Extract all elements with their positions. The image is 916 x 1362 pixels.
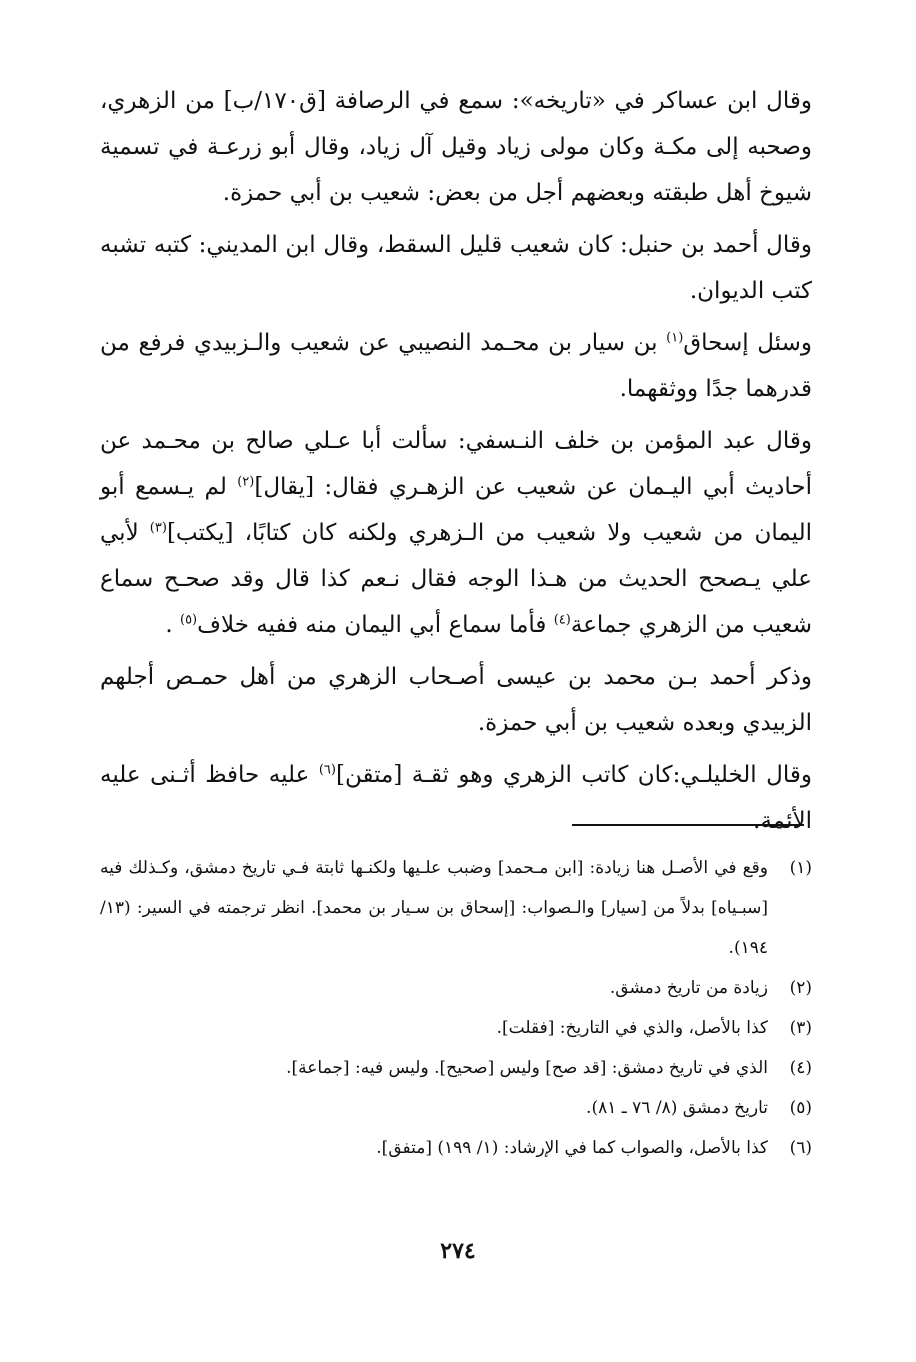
footnote-ref-4[interactable]: (٤) [553,612,571,628]
paragraph-6-text-a: وقال الخليلـي:كان كاتب الزهري وهو ثقـة [متقن] [335,762,812,788]
footnote-ref-5[interactable]: (٥) [179,612,198,628]
footnote-text: زيادة من تاريخ دمشق. [609,978,768,998]
footnote-number: (٣) [789,1018,812,1038]
footnote-1 [100,848,812,968]
paragraph-4-text-b: لم يـسمع أبو اليمان من شعيب ولا شعيب من الـزهري ولكنه كان كتابًا، [يكتب] [100,474,813,546]
footnote-2 [100,968,812,1008]
footnote-ref-1[interactable]: (١) [666,330,684,346]
footnote-number: (٤) [789,1058,812,1078]
page-number: ٢٧٤ [440,1238,476,1264]
paragraph-4-text-d: فأما سماع أبي اليمان منه ففيه خلاف [197,612,554,638]
paragraph-1-text: وقال ابن عساكر في «تاريخه»: سمع في الرصافة [ق١٧٠/ب] من الزهري، وصحبه إلى مكـة وكان مولى زياد وقيل آل زياد، وقال أبو زرعـة في تسمية شيوخ أهل طبقته وبعضهم أجل من بعض: شعيب بن أبي حمزة. [100,88,812,206]
footnote-4 [100,1048,812,1088]
paragraph-6-text-b: عليه حافظ أثـنى عليه الأئمة. [100,762,812,834]
footnote-number: (٦) [789,1138,812,1158]
footnote-text: كذا بالأصل، والصواب كما في الإرشاد: (١/ ١٩٩) [متفق]. [376,1138,768,1158]
footnote-ref-2[interactable]: (٢) [237,474,255,490]
paragraph-5 [100,654,812,746]
paragraph-3-text-b: بن سيار بن محـمد النصيبي عن شعيب والـزبيدي فرفع من قدرهما جدًا ووثقهما. [100,330,812,402]
footnote-number: (٥) [789,1098,812,1118]
paragraph-3-text-a: وسئل إسحاق [683,330,812,356]
footnote-text: وقع في الأصـل هنا زيادة: [ابن مـحمد] وضبب علـيها ولكنـها ثابتة فـي تاريخ دمشق، وكـذلك فيه [سبـياه] بدلاً من [سيار] والـصواب: [إسحاق بن سـيار بن محمد]. انظر ترجمته في السير: (١٣/ ١٩٤). [100,858,768,958]
paragraph-6 [100,752,812,844]
paragraph-4 [100,418,812,648]
footnote-5 [100,1088,812,1128]
paragraph-4-text-a: وقال عبد المؤمن بن خلف النـسفي: سألت أبا عـلي صالح بن محـمد عن أحاديث أبي اليـمان عن شعيب عن الزهـري فقال: [يقال] [100,428,812,500]
paragraph-4-text-e: . [165,612,180,638]
paragraph-5-text: وذكر أحمد بـن محمد بن عيسى أصـحاب الزهري من أهل حمـص أجلهم الزبيدي وبعده شعيب بن أبي حمزة. [100,664,812,736]
footnote-number: (٢) [789,978,812,998]
footnotes [100,848,812,1168]
paragraph-2 [100,222,812,314]
footnote-separator [572,824,804,826]
footnote-ref-6[interactable]: (٦) [318,762,336,778]
footnote-ref-3[interactable]: (٣) [149,520,167,536]
footnote-3 [100,1008,812,1048]
paragraph-1 [100,78,812,216]
paragraph-3 [100,320,812,412]
footnote-number: (١) [789,858,812,878]
footnote-text: تاريخ دمشق (٨/ ٧٦ ـ ٨١). [586,1098,768,1118]
footnote-6 [100,1128,812,1168]
footnote-text: كذا بالأصل، والذي في التاريخ: [فقلت]. [496,1018,768,1038]
paragraph-2-text: وقال أحمد بن حنبل: كان شعيب قليل السقط، وقال ابن المديني: كتبه تشبه كتب الديوان. [100,232,812,304]
footnote-text: الذي في تاريخ دمشق: [قد صح] وليس [صحيح]. وليس فيه: [جماعة]. [286,1058,768,1078]
paragraph-4-text-c: لأبي علي يـصحح الحديث من هـذا الوجه فقال نـعم كذا قال وقد صحـح سماع شعيب من الزهري جماعة [100,520,812,638]
main-text [100,78,812,850]
